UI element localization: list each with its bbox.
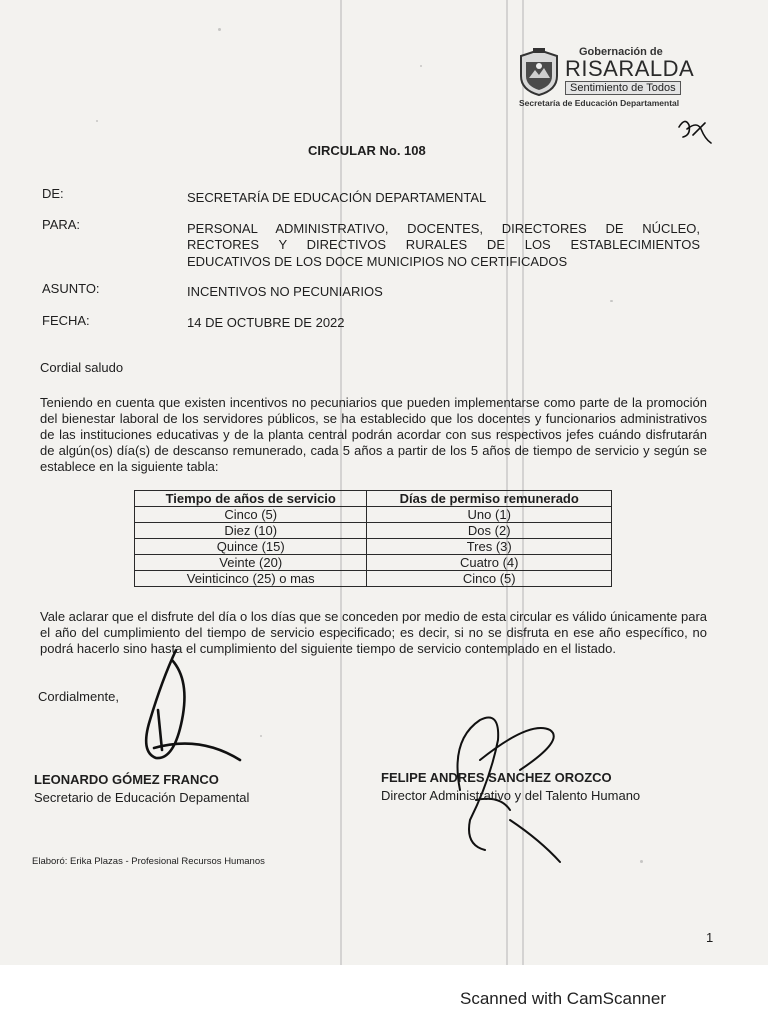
incentives-table <box>134 490 612 587</box>
initials-signature-icon <box>675 113 715 147</box>
fecha-value: 14 DE OCTUBRE DE 2022 <box>187 315 345 330</box>
logo-department: RISARALDA <box>565 56 695 81</box>
signer-left-role: Secretario de Educación Depamental <box>34 790 250 805</box>
handwritten-signature-left-icon <box>110 640 250 775</box>
table-cell: Cuatro (4) <box>367 555 612 571</box>
table-row <box>135 571 612 587</box>
signer-right-role: Director Administrativo y del Talento Humano <box>381 788 641 803</box>
table-cell: Dos (2) <box>367 523 612 539</box>
circular-title: CIRCULAR No. 108 <box>308 143 426 158</box>
asunto-label: ASUNTO: <box>42 281 100 296</box>
body-paragraph-2: Vale aclarar que el disfrute del día o los días que se conceden por medio de esta circular es válido únicamente para el año del cumplimiento del tiempo de servicio especificado; es decir, si no se disfruta en ese año específico, no podrá hacerlo sino hasta el cumplimiento del siguiente tiempo de servicio contemplado en el listado. <box>40 609 707 656</box>
scan-speck <box>96 120 98 122</box>
de-label: DE: <box>42 186 64 201</box>
scan-speck <box>260 735 262 737</box>
table-header: Días de permiso remunerado <box>367 491 612 507</box>
table-cell: Veinte (20) <box>135 555 367 571</box>
signer-right-name: FELIPE ANDRES SANCHEZ OROZCO <box>381 770 612 785</box>
scanner-caption: Scanned with CamScanner <box>460 989 667 1008</box>
table-row <box>135 507 612 523</box>
prepared-by: Elaboró: Erika Plazas - Profesional Recursos Humanos <box>32 856 265 867</box>
para-line: RECTORES Y DIRECTIVOS RURALES DE LOS ESTABLECIMIENTOS <box>187 237 700 252</box>
table-cell: Cinco (5) <box>367 571 612 587</box>
page-number: 1 <box>706 930 714 945</box>
logo-line1: Gobernación de <box>579 46 663 58</box>
table-cell: Tres (3) <box>367 539 612 555</box>
scan-speck <box>218 28 221 31</box>
table-header: Tiempo de años de servicio <box>135 491 367 507</box>
logo-motto: Sentimiento de Todos <box>565 81 681 95</box>
table-cell: Diez (10) <box>135 523 367 539</box>
fecha-label: FECHA: <box>42 313 90 328</box>
table-row <box>135 539 612 555</box>
body-paragraph-1: Teniendo en cuenta que existen incentivos no pecuniarios que pueden implementarse como parte de la promoción del bienestar laboral de los servidores públicos, se ha establecido que los docentes y funcionarios administrativos de las instituciones educativas y de la planta central podrán acordar con sus respectivos jefes cuándo disfrutarán de algún(os) día(s) de descanso remunerado, cada 5 años a partir de los 5 años de tiempo de servicio y según se establece en la siguiente tabla: <box>40 395 707 474</box>
para-line: PERSONAL ADMINISTRATIVO, DOCENTES, DIRECTORES DE NÚCLEO, <box>187 221 700 236</box>
gobernacion-logo <box>517 44 697 112</box>
scan-speck <box>640 860 643 863</box>
table-cell: Cinco (5) <box>135 507 367 523</box>
scan-speck <box>420 65 422 67</box>
signer-left-name: LEONARDO GÓMEZ FRANCO <box>34 772 219 787</box>
table-cell: Uno (1) <box>367 507 612 523</box>
logo-office: Secretaría de Educación Departamental <box>519 98 680 108</box>
asunto-value: INCENTIVOS NO PECUNIARIOS <box>187 284 383 299</box>
para-label: PARA: <box>42 217 81 232</box>
table-cell: Quince (15) <box>135 539 367 555</box>
greeting: Cordial saludo <box>40 360 124 375</box>
table-cell: Veinticinco (25) o mas <box>135 571 367 587</box>
table-row <box>135 555 612 571</box>
scan-speck <box>610 300 613 302</box>
de-value: SECRETARÍA DE EDUCACIÓN DEPARTAMENTAL <box>187 190 487 205</box>
coat-of-arms-icon <box>517 48 561 96</box>
table-header-row <box>135 491 612 507</box>
table-row <box>135 523 612 539</box>
closing: Cordialmente, <box>38 689 119 704</box>
para-line: EDUCATIVOS DE LOS DOCE MUNICIPIOS NO CERTIFICADOS <box>187 254 568 269</box>
